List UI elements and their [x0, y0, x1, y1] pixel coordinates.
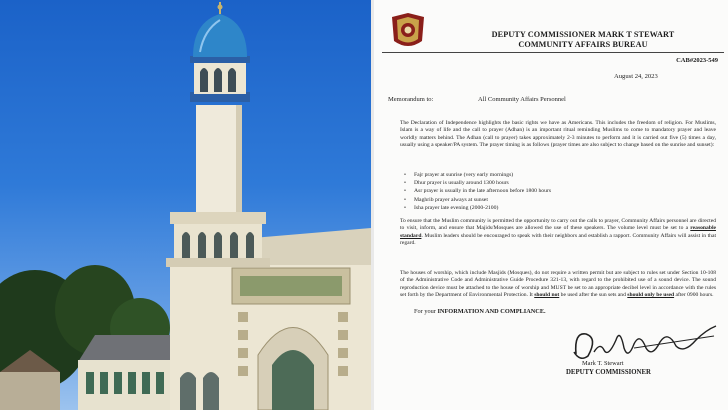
handwritten-signature	[564, 318, 724, 366]
paragraph-text: The houses of worship, which include Masjids (Mosques), do not require a written permit but are subject to rules set under Section 10-108 of the Administrative Code and Administrative Guide Procedure 321-13, with regard to the prohibited use of a sound device. The sound reproduction device must be attached to the house of worship and MUST be set to an appropriate decibel level in accordance with the rules set forth by the Department of Environmental Protection. It	[400, 270, 716, 298]
reference-number: CAB#2023-549	[676, 57, 718, 64]
emphasis-text: reasonable standard	[400, 225, 716, 239]
signatory-name: Mark T. Stewart	[582, 360, 624, 367]
list-item: • Fajr prayer at sunrise (very early mornings)	[404, 171, 551, 179]
memo-label: Memorandum to:	[388, 96, 434, 103]
list-item: • Maghrib prayer always at sunset	[404, 196, 551, 204]
emphasis-text: should only be used	[627, 291, 675, 298]
list-item: • Dhur prayer is usually around 1300 hours	[404, 179, 551, 187]
memo-recipient: All Community Affairs Personnel	[478, 96, 566, 103]
minaret-balcony	[170, 212, 266, 224]
paragraph-rules	[400, 270, 716, 299]
paragraph-text: be used after the sun sets and	[559, 291, 628, 298]
closing-line	[414, 308, 546, 315]
list-item: • Isha prayer late evening (2000-2100)	[404, 204, 551, 212]
letterhead	[438, 30, 728, 50]
list-item: • Asr prayer is usually in the late afternoon before 1800 hours	[404, 187, 551, 195]
department-seal-icon	[388, 11, 428, 51]
paragraph-text: . Muslim leaders should be encouraged to speak with their neighbors and establish a rapport. Community Affairs will assist in that regard.	[400, 232, 716, 246]
paragraph-directive	[400, 218, 716, 247]
closing-prefix: For your	[414, 308, 438, 315]
paragraph-text: after 0900 hours.	[674, 291, 714, 298]
letterhead-bureau: COMMUNITY AFFAIRS BUREAU	[518, 40, 648, 49]
paragraph-intro: The Declaration of Independence highlights the basic rights we have as Americans. This includes the freedom of religion. For Muslims, Islam is a way of life and the call to prayer (Adhan) is an important ritual reminding Muslims to come to mandatory prayer and leave worldly matters behind. The Adhan (call to prayer) takes approximately 2-3 minutes to perform and it is carried out five (5) times a day, usually using a speaker/PA system. The prayer timing is as follows (prayer times are also subject to change based on the sunrise and sunset):	[400, 120, 716, 148]
signatory-title: DEPUTY COMMISSIONER	[566, 369, 651, 376]
header-rule	[382, 52, 724, 53]
closing-bold: INFORMATION AND COMPLIANCE.	[437, 308, 546, 315]
letterhead-title: DEPUTY COMMISSIONER MARK T STEWART	[491, 30, 675, 39]
memo-date: August 24, 2023	[614, 73, 658, 80]
prayer-times-list	[404, 171, 551, 212]
house	[0, 372, 60, 410]
memo-document	[374, 0, 728, 410]
emphasis-text: should not	[534, 291, 560, 298]
paragraph-text: To ensure that the Muslim community is permitted the opportunity to carry out the calls to prayer, Community Affairs personnel are directed to visit, inform, and ensure that Majids/Mosques are allowed the use of these speakers. The volume level must be set to a	[400, 218, 716, 232]
